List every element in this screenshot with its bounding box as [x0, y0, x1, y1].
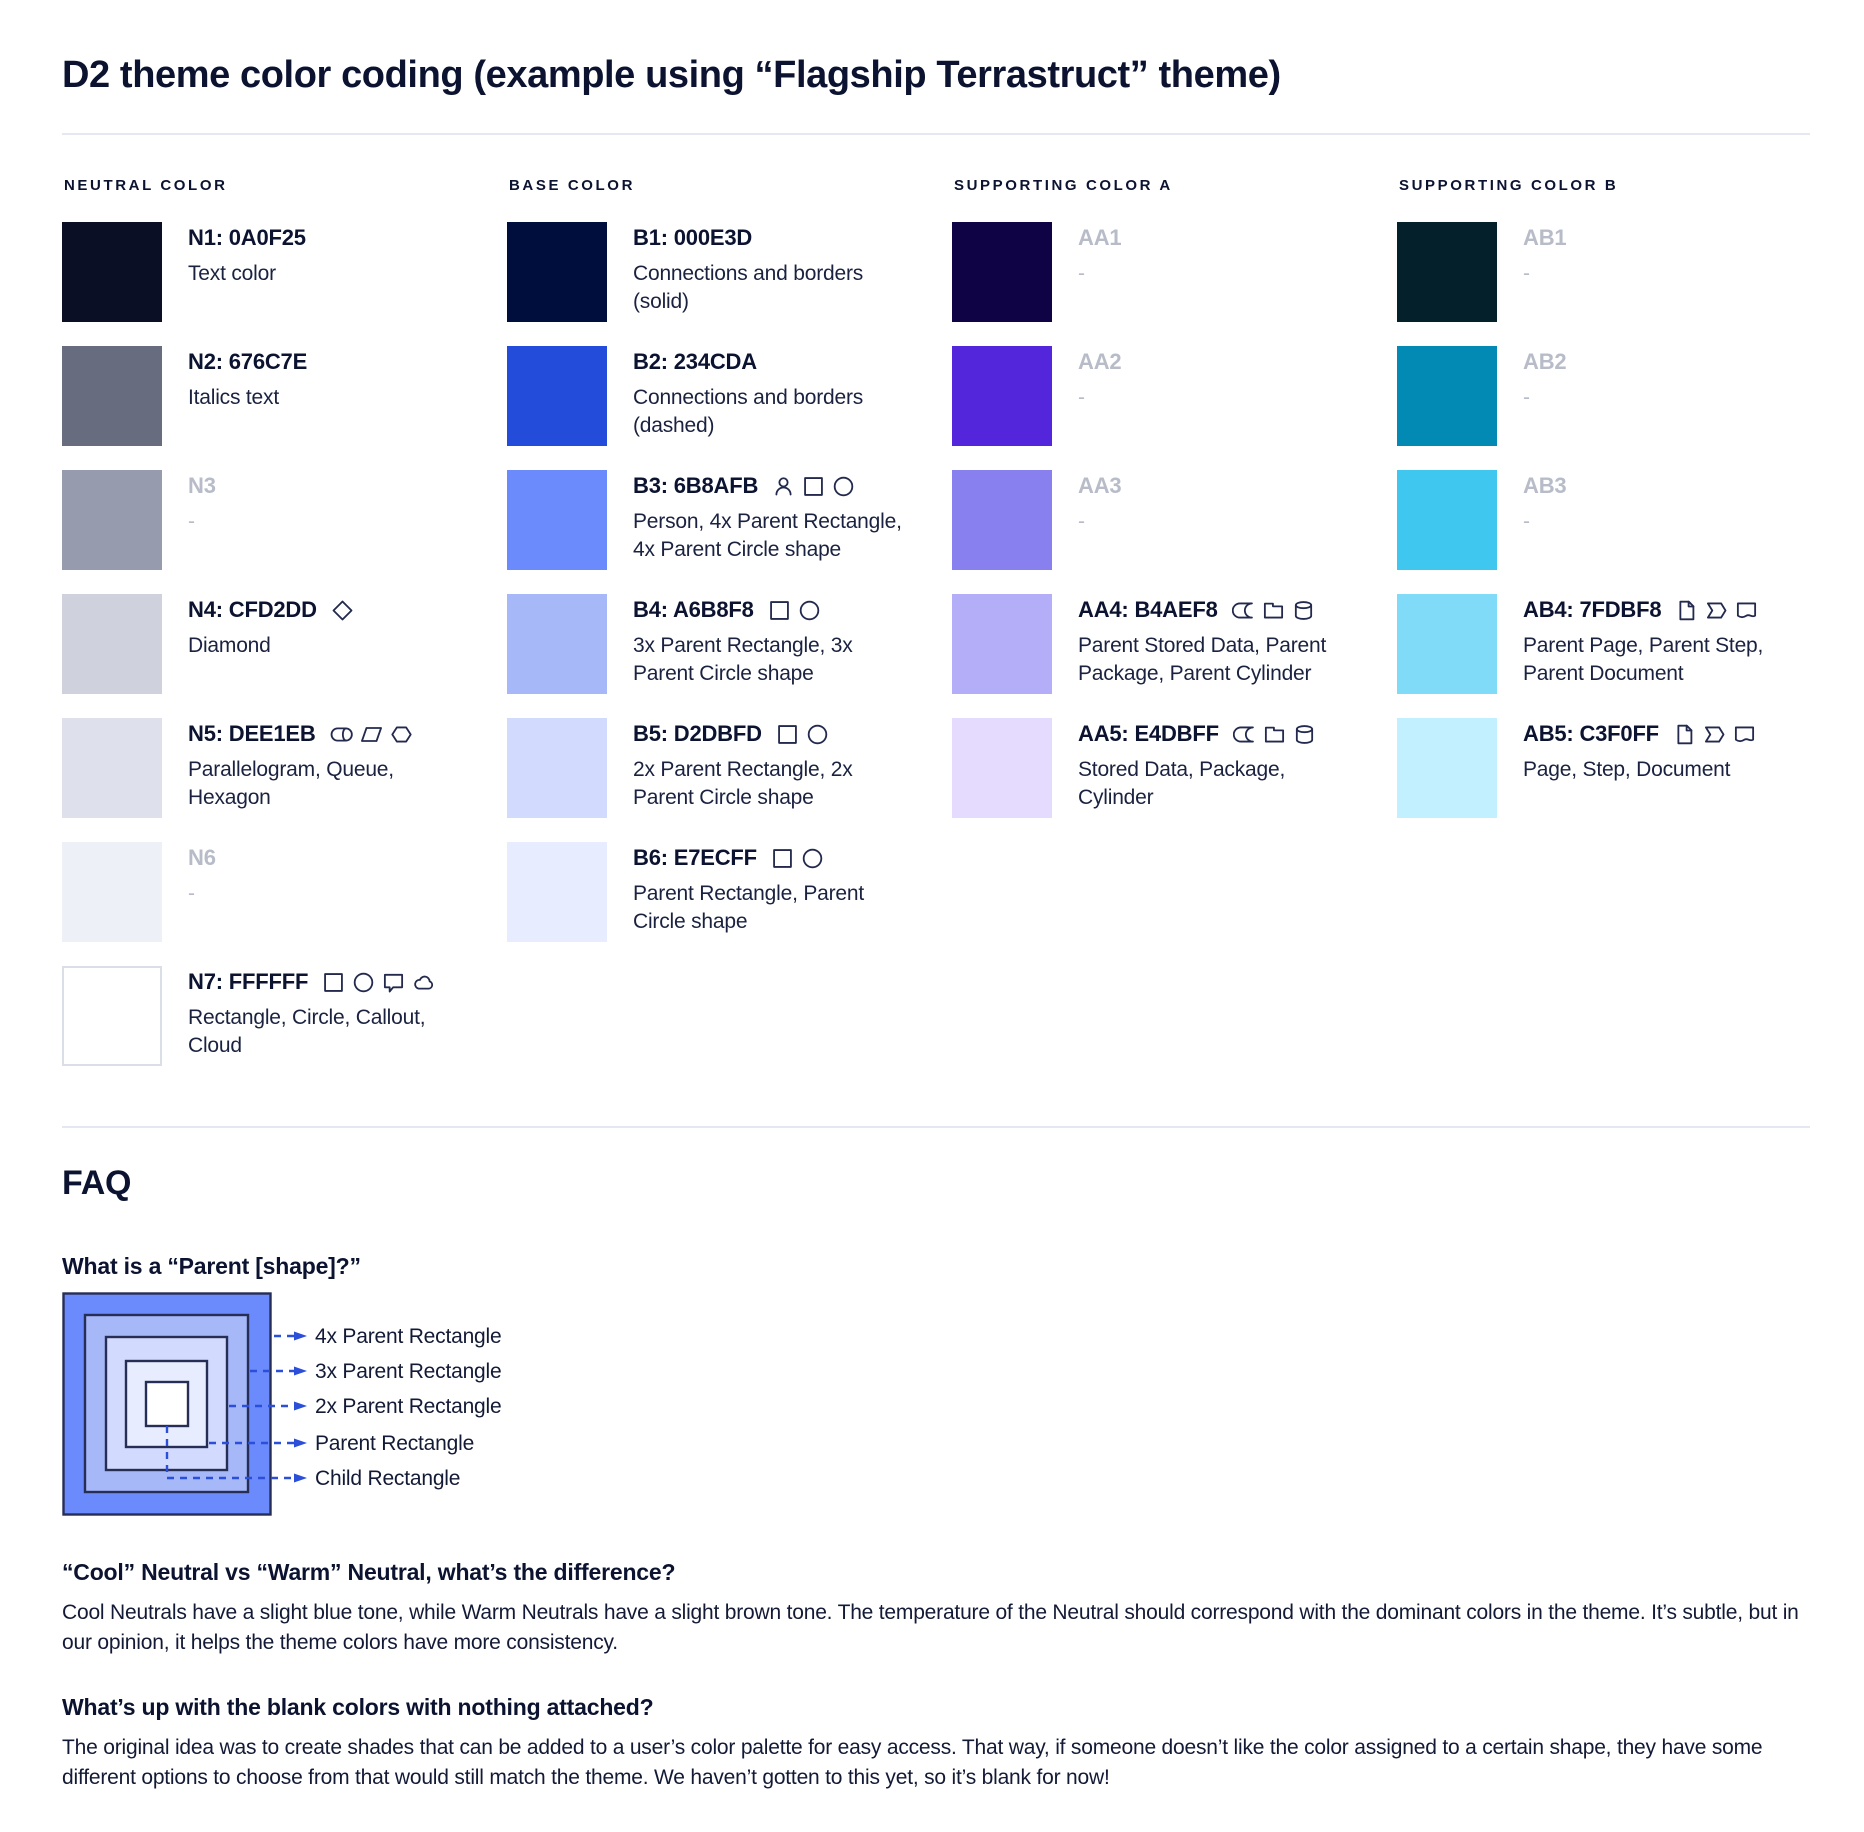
shape-icons: [1232, 599, 1315, 622]
color-desc: Page, Step, Document: [1523, 758, 1731, 781]
nested-rectangles-svg: [62, 1292, 602, 1520]
diagram-rect-level-5: [146, 1382, 188, 1426]
color-desc: Connections and borders (solid): [633, 262, 864, 313]
palette-entry: [62, 966, 507, 1066]
faq-question-cool-vs-warm: “Cool” Neutral vs “Warm” Neutral, what’s the difference?: [62, 1559, 676, 1585]
palette-entry: [1397, 718, 1842, 818]
callout-icon: [382, 971, 405, 994]
palette-entry: [1397, 346, 1842, 446]
color-swatch: [62, 470, 162, 570]
color-desc: -: [1523, 262, 1530, 285]
color-desc: -: [188, 510, 195, 533]
color-swatch: [507, 470, 607, 570]
color-code: AB3: [1523, 473, 1567, 498]
color-swatch: [507, 346, 607, 446]
color-swatch: [1397, 718, 1497, 818]
palette-entry: [952, 222, 1397, 322]
color-swatch: [62, 966, 162, 1066]
document-icon: [1733, 723, 1756, 746]
diagram-label: Child Rectangle: [315, 1467, 461, 1490]
color-code: B1: 000E3D: [633, 225, 753, 250]
parallelogram-icon: [360, 723, 383, 746]
color-desc: Text color: [188, 262, 276, 285]
page-icon: [1673, 723, 1696, 746]
color-desc: -: [1523, 510, 1530, 533]
palette-entry: [62, 718, 507, 818]
color-desc: -: [1078, 386, 1085, 409]
circle-icon: [801, 847, 824, 870]
shape-icons: [330, 723, 413, 746]
color-swatch: [62, 222, 162, 322]
color-desc: -: [1078, 262, 1085, 285]
palette-entry: [952, 346, 1397, 446]
palette-entry: [507, 718, 952, 818]
color-code: N5: DEE1EB: [188, 721, 316, 746]
circle-icon: [806, 723, 829, 746]
color-swatch: [952, 718, 1052, 818]
color-desc: Person, 4x Parent Rectangle, 4x Parent Circle shape: [633, 510, 902, 561]
color-desc: Parallelogram, Queue, Hexagon: [188, 758, 394, 809]
color-swatch: [507, 842, 607, 942]
package-icon: [1263, 723, 1286, 746]
color-code: AA3: [1078, 473, 1122, 498]
rectangle-icon: [771, 847, 794, 870]
shape-icons: [772, 475, 855, 498]
diagram-label: 2x Parent Rectangle: [315, 1395, 502, 1418]
cylinder-icon: [1292, 599, 1315, 622]
shape-icons: [1233, 723, 1316, 746]
page-title: D2 theme color coding (example using “Flagship Terrastruct” theme): [62, 54, 1281, 96]
palette-entry: [507, 222, 952, 322]
color-swatch: [952, 470, 1052, 570]
package-icon: [1262, 599, 1285, 622]
color-code: AB4: 7FDBF8: [1523, 597, 1662, 622]
color-swatch: [952, 346, 1052, 446]
rectangle-icon: [322, 971, 345, 994]
cloud-icon: [412, 971, 435, 994]
color-code: N1: 0A0F25: [188, 225, 306, 250]
color-swatch: [507, 718, 607, 818]
faq-answer-blank-colors: The original idea was to create shades that can be added to a user’s color palette for easy access. That way, if someone doesn’t like the color assigned to a certain shape, they have some different options to choose from that would still match the theme. We haven’t gotten to this yet, so it’s blank for now!: [62, 1736, 1763, 1789]
circle-icon: [352, 971, 375, 994]
faq-question-parent-shape: What is a “Parent [shape]?”: [62, 1253, 361, 1279]
palette-entry: [507, 842, 952, 942]
palette-entry: [1397, 594, 1842, 694]
column-header: SUPPORTING COLOR B: [1399, 177, 1619, 194]
diagram-label: 3x Parent Rectangle: [315, 1360, 502, 1383]
color-desc: Parent Page, Parent Step, Parent Document: [1523, 634, 1764, 685]
color-code: N7: FFFFFF: [188, 969, 309, 994]
palette-entry: [62, 222, 507, 322]
faq-heading: FAQ: [62, 1164, 132, 1202]
color-swatch: [62, 346, 162, 446]
palette-section: [62, 135, 1810, 1090]
step-icon: [1705, 599, 1728, 622]
diamond-icon: [331, 599, 354, 622]
color-code: N4: CFD2DD: [188, 597, 317, 622]
faq-question-blank-colors: What’s up with the blank colors with nothing attached?: [62, 1694, 654, 1720]
color-code: N6: [188, 845, 216, 870]
palette-entry: [952, 718, 1397, 818]
color-swatch: [1397, 346, 1497, 446]
column-header: BASE COLOR: [509, 177, 636, 194]
rectangle-icon: [776, 723, 799, 746]
rectangle-icon: [768, 599, 791, 622]
palette-entry: [62, 594, 507, 694]
color-code: AB5: C3F0FF: [1523, 721, 1659, 746]
page-icon: [1675, 599, 1698, 622]
color-swatch: [1397, 470, 1497, 570]
color-desc: Italics text: [188, 386, 279, 409]
color-swatch: [62, 718, 162, 818]
color-swatch: [507, 594, 607, 694]
hexagon-icon: [390, 723, 413, 746]
color-desc: Rectangle, Circle, Callout, Cloud: [188, 1006, 426, 1057]
shape-icons: [771, 847, 824, 870]
palette-entry: [507, 346, 952, 446]
color-code: AB2: [1523, 349, 1567, 374]
color-code: AA5: E4DBFF: [1078, 721, 1219, 746]
palette-column: [952, 177, 1397, 1090]
faq-section: [62, 1128, 1810, 1793]
color-code: AA4: B4AEF8: [1078, 597, 1218, 622]
circle-icon: [832, 475, 855, 498]
color-code: B4: A6B8F8: [633, 597, 754, 622]
color-swatch: [62, 842, 162, 942]
diagram-arrowhead: [294, 1332, 307, 1341]
color-code: B5: D2DBFD: [633, 721, 762, 746]
color-code: AA1: [1078, 225, 1122, 250]
palette-entry: [62, 346, 507, 446]
step-icon: [1703, 723, 1726, 746]
palette-entry: [507, 470, 952, 570]
color-code: AB1: [1523, 225, 1567, 250]
color-code: B3: 6B8AFB: [633, 473, 759, 498]
palette-entry: [62, 842, 507, 942]
palette-entry: [952, 470, 1397, 570]
color-desc: -: [1523, 386, 1530, 409]
rectangle-icon: [802, 475, 825, 498]
color-desc: -: [1078, 510, 1085, 533]
color-swatch: [507, 222, 607, 322]
shape-icons: [322, 971, 435, 994]
stored-data-icon: [1232, 599, 1255, 622]
palette-entry: [507, 594, 952, 694]
shape-icons: [776, 723, 829, 746]
color-desc: 2x Parent Rectangle, 2x Parent Circle shape: [633, 758, 853, 809]
document-icon: [1735, 599, 1758, 622]
palette-column: [507, 177, 952, 1090]
person-icon: [772, 475, 795, 498]
diagram-arrowhead: [294, 1402, 307, 1411]
stored-data-icon: [1233, 723, 1256, 746]
diagram-arrowhead: [294, 1439, 307, 1448]
diagram-label: Parent Rectangle: [315, 1432, 475, 1455]
shape-icons: [1675, 599, 1758, 622]
parent-shape-diagram: [62, 1292, 1810, 1525]
circle-icon: [798, 599, 821, 622]
column-header: SUPPORTING COLOR A: [954, 177, 1173, 194]
color-desc: Parent Stored Data, Parent Package, Parent Cylinder: [1078, 634, 1327, 685]
diagram-arrowhead: [294, 1474, 307, 1483]
color-code: N2: 676C7E: [188, 349, 308, 374]
palette-entry: [1397, 470, 1842, 570]
faq-answer-cool-vs-warm: Cool Neutrals have a slight blue tone, while Warm Neutrals have a slight brown tone. The temperature of the Neutral should correspond with the dominant colors in the theme. It’s subtle, but in our opinion, it helps the theme colors have more consistency.: [62, 1601, 1799, 1654]
color-desc: 3x Parent Rectangle, 3x Parent Circle shape: [633, 634, 853, 685]
color-swatch: [62, 594, 162, 694]
color-desc: Diamond: [188, 634, 271, 657]
palette-entry: [1397, 222, 1842, 322]
color-swatch: [1397, 594, 1497, 694]
color-code: AA2: [1078, 349, 1122, 374]
cylinder-icon: [1293, 723, 1316, 746]
palette-column: [1397, 177, 1842, 1090]
color-code: B2: 234CDA: [633, 349, 757, 374]
color-desc: Stored Data, Package, Cylinder: [1078, 758, 1286, 809]
shape-icons: [768, 599, 821, 622]
queue-icon: [330, 723, 353, 746]
shape-icons: [1673, 723, 1756, 746]
color-code: N3: [188, 473, 216, 498]
color-desc: Connections and borders (dashed): [633, 386, 864, 437]
palette-entry: [952, 594, 1397, 694]
color-swatch: [1397, 222, 1497, 322]
color-swatch: [952, 594, 1052, 694]
column-header: NEUTRAL COLOR: [64, 177, 228, 194]
palette-column: [62, 177, 507, 1090]
color-desc: -: [188, 882, 195, 905]
diagram-arrowhead: [294, 1367, 307, 1376]
color-desc: Parent Rectangle, Parent Circle shape: [633, 882, 865, 933]
color-code: B6: E7ECFF: [633, 845, 757, 870]
palette-entry: [62, 470, 507, 570]
color-swatch: [952, 222, 1052, 322]
shape-icons: [331, 599, 354, 622]
diagram-label: 4x Parent Rectangle: [315, 1325, 502, 1348]
